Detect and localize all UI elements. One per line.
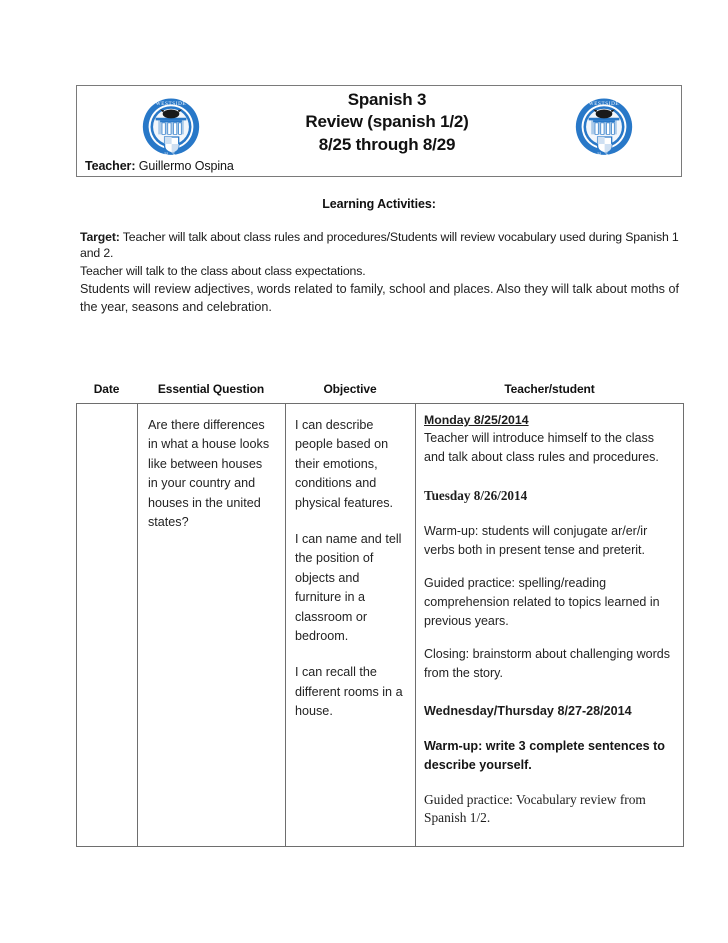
tuesday-heading: Tuesday 8/26/2014: [424, 488, 528, 504]
header-box: [76, 85, 682, 177]
objective-2: I can name and tell the position of objects and furniture in a classroom or bedroom.: [295, 531, 402, 643]
lesson-plan-table: [76, 403, 684, 847]
tuesday-guided-practice: Guided practice: spelling/reading comprehension related to topics learned in previous years.: [424, 576, 660, 629]
wednesday-thursday-guided-practice: Guided practice: Vocabulary review from Spanish 1/2.: [424, 791, 646, 826]
title-line-1: Spanish 3: [347, 90, 427, 109]
learning-activities-heading: Learning Activities:: [322, 197, 436, 211]
target-text: Teacher will talk about class rules and procedures/Students will review vocabulary used during Spanish 1 and 2.: [80, 230, 679, 261]
cell-essential-question: [138, 404, 285, 532]
monday-body: Teacher will introduce himself to the class and talk about class rules and procedures.: [424, 431, 659, 465]
column-header-date: Date: [93, 382, 120, 396]
objective-1: I can describe people based on their emotions, conditions and physical features.: [295, 418, 394, 510]
title-line-2: Review (spanish 1/2): [305, 112, 469, 132]
essential-question-text: Are there differences in what a house looks like between houses in your country and houses in the united states?: [148, 418, 270, 529]
svg-text:WESTSIDE: WESTSIDE: [588, 100, 620, 107]
school-logo-right-icon: [572, 94, 636, 162]
expectations-line: Teacher will talk to the class about class expectations.: [80, 263, 366, 278]
column-header-teacher-student: Teacher/student: [504, 382, 595, 396]
teacher-line: [85, 159, 234, 173]
objective-3: I can recall the different rooms in a house.: [295, 665, 403, 719]
table-column-headers: [76, 382, 684, 398]
tuesday-closing: Closing: brainstorm about challenging words from the story.: [424, 647, 670, 681]
svg-text:WESTSIDE: WESTSIDE: [155, 100, 187, 107]
target-label: Target:: [80, 230, 120, 244]
cell-objective: [286, 404, 415, 721]
column-header-objective: Objective: [323, 382, 377, 396]
tuesday-warmup: Warm-up: students will conjugate ar/er/ir verbs both in present tense and preterit.: [424, 524, 648, 558]
title-line-3: 8/25 through 8/29: [318, 134, 456, 154]
teacher-name: Guillermo Ospina: [138, 159, 234, 173]
teacher-label: Teacher:: [85, 159, 136, 173]
learning-activities-body: [80, 229, 680, 317]
wednesday-thursday-warmup: Warm-up: write 3 complete sentences to describe yourself.: [424, 739, 665, 773]
cell-teacher-student: [416, 404, 685, 828]
document-title: [217, 89, 557, 156]
column-header-essential-question: Essential Question: [157, 382, 265, 396]
wednesday-thursday-heading: Wednesday/Thursday 8/27-28/2014: [424, 704, 632, 719]
monday-heading: Monday 8/25/2014: [424, 413, 529, 427]
svg-text:H. S.: H. S.: [164, 152, 178, 159]
svg-text:H. S.: H. S.: [597, 152, 611, 159]
target-paragraph: [80, 229, 680, 262]
school-logo-left-icon: [139, 94, 203, 162]
review-line: Students will review adjectives, words related to family, school and places. Also they will talk about moths of the year, seasons and celebration.: [80, 282, 679, 315]
